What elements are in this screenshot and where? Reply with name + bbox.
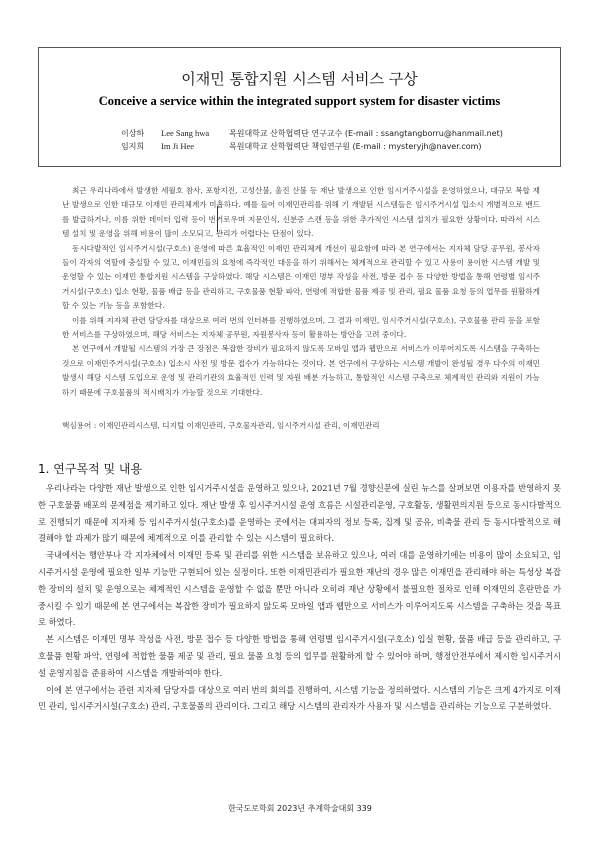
author-name-korean: 임지희	[121, 142, 145, 151]
body-paragraph: 우리나라는 다양한 재난 발생으로 인한 임시거주시설을 운영하고 있으나, 2021년 7월 경향신문에 실린 뉴스를 살펴보면 이용자를 반영하지 못한 구호물품 배포의 문제점을 제기하고 있다. 재난 발생 후 임시주거시설 운영 흐름은 시설관리운영, 구호활동, 생활편의지원 등으로 동시다발적으로 진행되기 때문에 지자체 등 임시주거시설(구호소)를 운영하는 곳에서는 대피자의 정보 등록, 집계 및 공유, 비축물 관리 등 동시다발적으로 해결해야 할 과제가 많기 때문에 체계적으로 이를 관리할 수 있는 시스템이 필요하다.	[38, 483, 561, 544]
author-row	[39, 141, 560, 153]
abstract-paragraph: 동시다발적인 임시주거시설(구호소) 운영에 따른 효율적인 이재민 관리체계 개선이 필요함에 따라 본 연구에서는 지자체 담당 공무원, 봉사자들이 각자의 역할에 충실할 수 있고, 이재민들의 요청에 즉각적인 대응을 하기 위해서는 체계적으로 관리할 수 있고 사용이 용이한 시스템 개발 및 운영할 수 있는 이재민 통합지원 시스템을 구상하였다. 해당 시스템은 이재민 명부 작성을 사전, 방문 접수 등 다양한 방법을 통해 연령별 임시주거시설(구호소) 입소 현황, 물품 배급 등을 관리하고, 구호물품 현황 파악, 연령에 적합한 물품 제공 및 관리, 필요 물품 요청 등의 업무를 원활하게 할 수 있는 기능 등을 포함한다.	[62, 243, 540, 311]
author-name-english: Lee Sang hwa	[161, 128, 210, 138]
paper-title-korean: 이재민 통합지원 시스템 서비스 구상	[181, 70, 418, 88]
author-name-english: Im Ji Hee	[161, 141, 195, 151]
abstract-paragraph: 본 연구에서 개발될 시스템의 가장 큰 장점은 복잡한 장비가 필요하지 않도록 모바일 앱과 웹만으로 서비스가 이루어지도록 시스템을 구축하는 것으로 이재민주거시설(구호소) 입소시 사전 및 방문 접수가 가능하다는 것이다. 본 연구에서 구상하는 시스템 개발이 완성될 경우 다수의 이재민 발생시 해당 시스템 도입으로 운영 및 관리기관의 효율적인 인력 및 자원 배분 가능하고, 통합적인 시스템 구축으로 체계적인 관리와 지원이 가능하기 때문에 구호물품의 적시배치가 가능할 것으로 기대한다.	[62, 344, 540, 397]
paper-title-english: Conceive a service within the integrated support system for disaster victims	[98, 94, 501, 108]
body-paragraph: 본 시스템은 이재민 명부 작성을 사전, 방문 접수 등 다양한 방법을 통해 연령별 임시주거시설(구호소) 입실 현황, 물품 배급 등을 관리하고, 구호물품 현황 파악, 연령에 적합한 물품 제공 및 관리, 필요 물품 요청 등의 업무를 원활하게 할 수 있어야 하며, 행정안전부에서 제시한 임시주거시설 운영지침을 준용하여 시스템을 개발하여야 한다.	[38, 634, 561, 678]
author-name-korean: 이상하	[121, 129, 145, 138]
author-affiliation: 목원대학교 산학협력단 연구교수 (E-mail : ssangtangborru@hanmail.net)	[229, 129, 503, 138]
title-box	[38, 47, 561, 167]
keywords: 핵심용어 : 이재민관리시스템, 디지털 이재민관리, 구호물자관리, 임시주거시설 관리, 이재민관리	[62, 421, 380, 430]
abstract	[62, 184, 540, 400]
body-paragraph: 국내에서는 행안부나 각 지자체에서 이재민 등록 및 관리를 위한 시스템을 보유하고 있으나, 여러 대를 운영하기에는 비용이 많이 소요되고, 임시주거시설 운영에 필요한 일부 기능만 구현되어 있는 실정이다. 또한 이재민관리가 필요한 재난의 경우 많은 이재민을 관리해야 하는 특성상 복잡한 장비의 설치 및 운영으로는 체계적인 시스템을 운영할 수 없을 뿐만 아니라 오히려 재난 상황에서 불필요한 절차로 인해 이재민의 혼란만을 가중시킬 수 있기 때문에 본 연구에서는 복잡한 장비가 필요하지 않도록 모바일 앱과 웹만으로 서비스가 이루어지도록 시스템을 구축하는 것을 목표로 하였다.	[38, 550, 561, 628]
body-paragraph: 이에 본 연구에서는 관련 지자체 담당자를 대상으로 여러 번의 회의를 진행하여, 시스템 기능을 정의하였다. 시스템의 기능은 크게 4가지로 이재민 관리, 임시주거시설(구호소) 관리, 구호물품의 관리이다. 그리고 해당 시스템의 관리자가 사용자 및 시스템을 관리하는 기능으로 구분하였다.	[38, 684, 561, 712]
abstract-paragraph: 이를 위해 지자체 관련 담당자를 대상으로 여러 번의 인터뷰를 진행하였으며, 그 결과 이재민, 임시주거시설(구호소), 구호물품 관리 등을 포함한 서비스를 구상하였으며, 해당 서비스는 지자체 공무원, 자원봉사자 등이 활용하는 방안을 고려 중이다.	[62, 315, 540, 340]
abstract-paragraph: 최근 우리나라에서 발생한 세월호 참사, 포항지진, 고성산불, 울진 산불 등 재난 발생으로 인한 임시거주시설을 운영하였으나, 대규모 복합 재난 발생으로 인한 대규모 이재민 관리체계가 미흡하다. 예를 들어 이재민관리를 위해 기 개발된 시스템들은 임시주거시설 입소시 개별적으로 밴드를 발급하거나, 이름 위한 데이터 입력 등이 번거로우며 지문인식, 신분증 스캔 등을 위한 추가적인 시스템 설치가 필요한 상황이다. 따라서 시스템 설치 및 운영을 위해 비용이 많이 소모되고, 관리가 어렵다는 단점이 있다.	[62, 186, 540, 239]
page-footer: 한국도로학회 2023년 추계학술대회 339	[228, 804, 372, 813]
body-text	[38, 480, 561, 715]
author-row	[39, 128, 560, 140]
section-heading: 1. 연구목적 및 내용	[38, 462, 143, 476]
author-affiliation: 목원대학교 산학협력단 책임연구원 (E-mail : mysteryjh@naver.com)	[229, 142, 482, 151]
